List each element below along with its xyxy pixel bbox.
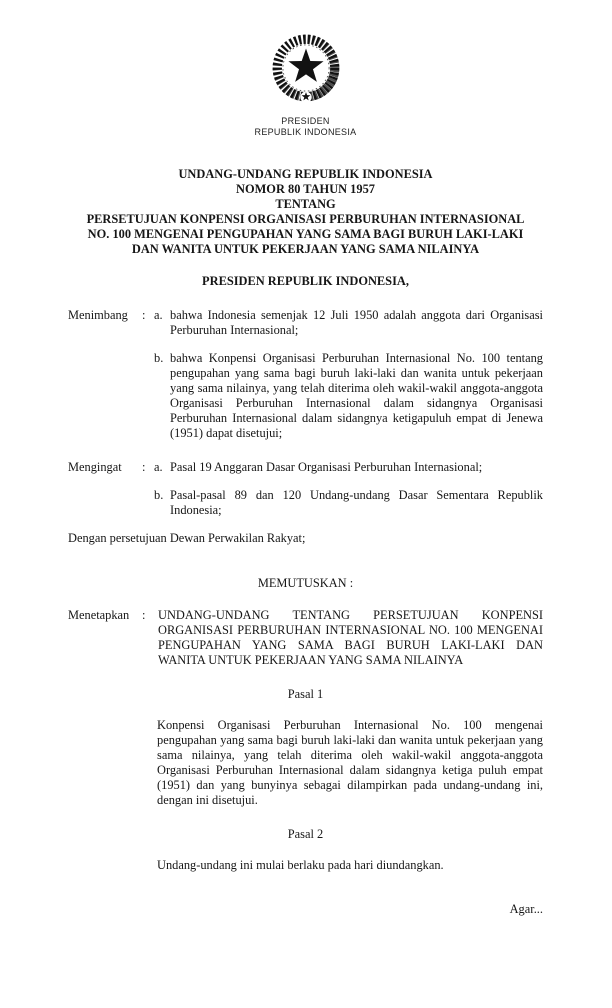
seal-caption (68, 116, 543, 138)
clause-row (68, 308, 543, 338)
seal-caption-line1: PRESIDEN (281, 116, 330, 126)
clause-row (68, 488, 543, 518)
item-letter: a. (154, 308, 163, 322)
enactment-text: UNDANG-UNDANG TENTANG PERSETUJUAN KONPENSI ORGANISASI PERBURUHAN INTERNASIONAL NO. 100 MENGENAI PENGUPAHAN YANG SAMA BAGI BURUH LAKI-LAKI DAN WANITA UNTUK PEKERJAAN YANG SAMA NILAINYA (158, 608, 543, 667)
law-title-line: DAN WANITA UNTUK PEKERJAAN YANG SAMA NILAINYA (131, 242, 480, 256)
item-text: Pasal 19 Anggaran Dasar Organisasi Perburuhan Internasional; (170, 460, 483, 474)
clause-colon: : (142, 608, 146, 622)
clause-colon: : (142, 460, 146, 474)
page-continuation-marker: Agar... (509, 902, 543, 916)
clause-label: Menetapkan (68, 608, 130, 622)
law-title-line: UNDANG-UNDANG REPUBLIK INDONESIA (178, 167, 433, 181)
presidential-seal-star-wreath-icon (261, 30, 351, 108)
law-title-line: PERSETUJUAN KONPENSI ORGANISASI PERBURUHAN INTERNASIONAL (86, 212, 525, 226)
article-2-heading: Pasal 2 (287, 827, 324, 841)
article-2-body: Undang-undang ini mulai berlaku pada hari diundangkan. (157, 858, 444, 872)
seal-caption-line2: REPUBLIK INDONESIA (254, 127, 357, 137)
item-letter: b. (154, 351, 164, 365)
approval-line: Dengan persetujuan Dewan Perwakilan Rakyat; (68, 531, 306, 545)
clause-mengingat (68, 460, 543, 518)
clause-colon-spacer (142, 351, 154, 441)
clause-colon: : (142, 308, 146, 322)
clause-label: Menimbang (68, 308, 128, 322)
law-title-line: NOMOR 80 TAHUN 1957 (236, 182, 375, 196)
law-title-line: NO. 100 MENGENAI PENGUPAHAN YANG SAMA BAGI BURUH LAKI-LAKI (87, 227, 524, 241)
clause-row (68, 351, 543, 441)
decision-heading: MEMUTUSKAN : (257, 576, 354, 590)
article-1-heading: Pasal 1 (287, 687, 324, 701)
document-header (68, 30, 543, 138)
law-title-line: TENTANG (275, 197, 336, 211)
clause-menetapkan (68, 608, 543, 668)
clause-label-spacer (68, 351, 142, 441)
clause-menimbang (68, 308, 543, 441)
clause-colon-spacer (142, 488, 154, 518)
clause-label: Mengingat (68, 460, 122, 474)
item-letter: b. (154, 488, 164, 502)
clause-label-spacer (68, 488, 142, 518)
issuer-heading: PRESIDEN REPUBLIK INDONESIA, (202, 274, 409, 288)
clause-row (68, 460, 543, 475)
item-text: Pasal-pasal 89 dan 120 Undang-undang Dasar Sementara Republik Indonesia; (170, 488, 543, 517)
item-text: bahwa Konpensi Organisasi Perburuhan Internasional No. 100 tentang pengupahan yang sama bagi buruh laki-laki dan wanita untuk pekerjaan yang sama nilainya, yang telah diterima oleh wakil-wakil anggota-anggota Organisasi Perburuhan Internasional dalam sidangnya Organisasi Perburuhan Internasional dalam sidangnya ketigapuluh empat di Jenewa (1951) dapat disetujui; (170, 351, 543, 440)
law-title (68, 167, 543, 257)
item-letter: a. (154, 460, 163, 474)
article-1-body: Konpensi Organisasi Perburuhan Internasional No. 100 mengenai pengupahan yang sama bagi buruh laki-laki dan wanita untuk pekerjaan yang sama nilainya, yang telah diterima oleh wakil-wakil anggota-anggota Organisasi Perburuhan Internasional dalam sidangnya ketiga puluh empat (1951) dan yang bunyinya sebagai dilampirkan pada undang-undang ini, dengan ini disetujui. (157, 718, 543, 807)
item-text: bahwa Indonesia semenjak 12 Juli 1950 adalah anggota dari Organisasi Perburuhan Internasional; (170, 308, 543, 337)
